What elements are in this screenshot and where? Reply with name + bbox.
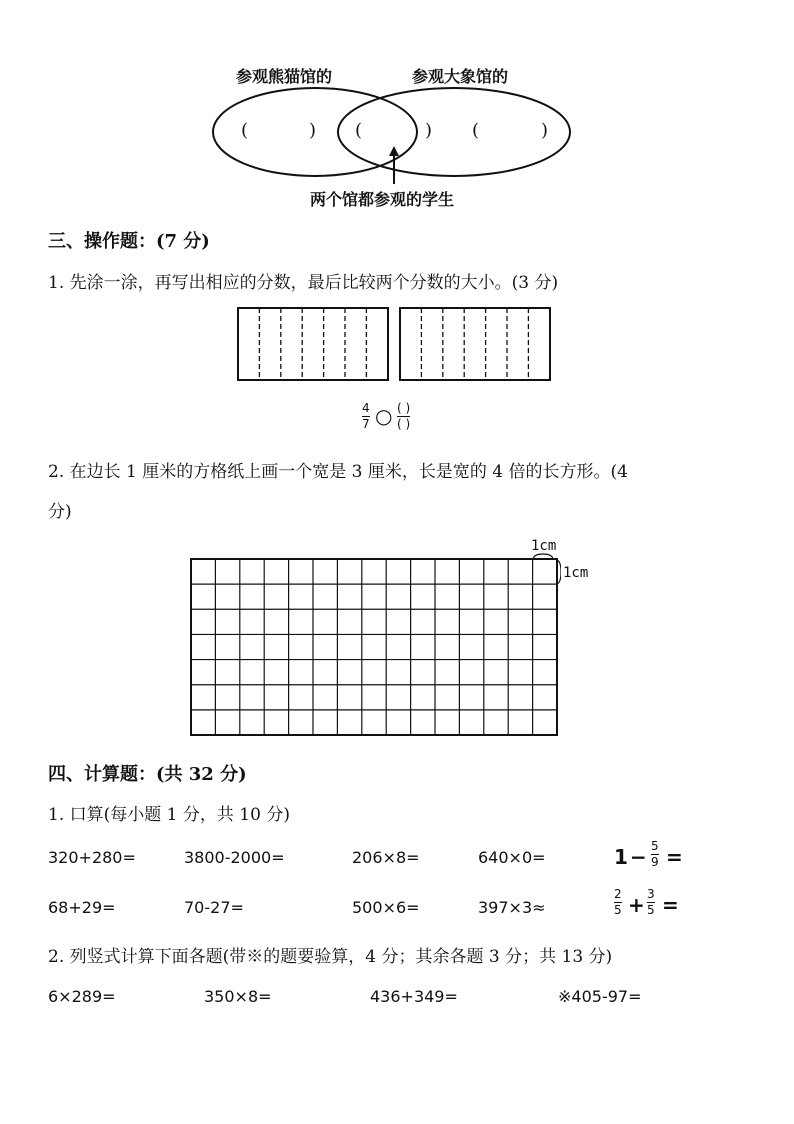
vertical-calc-3: 436+349= [370, 987, 458, 1006]
calc-row2-item3: 500×6= [352, 898, 420, 917]
blank-numerator: ( ) [397, 401, 411, 415]
expr1-fraction [651, 840, 659, 869]
vertical-calc-4: ※405-97= [558, 987, 642, 1006]
calc-row1-item4: 640×0= [478, 848, 546, 867]
expr2-num2: 3 [647, 887, 655, 901]
shading-rectangles [236, 306, 556, 384]
vertical-calc-1: 6×289= [48, 987, 116, 1006]
grid-label-top: 1cm [531, 538, 557, 554]
section4-heading: 四、计算题：(共 32 分) [48, 764, 247, 785]
expr2-fraction-1 [614, 888, 622, 917]
expr2-num1: 2 [614, 887, 622, 901]
expr2-den2: 5 [647, 903, 655, 917]
grid-paper [190, 558, 562, 738]
venn-paren-1-close: ) [309, 120, 317, 141]
calc-row2-item2: 70-27= [184, 898, 244, 917]
venn-paren-1-open: ( [241, 120, 249, 141]
venn-right-ellipse [338, 88, 570, 176]
expr1-lead: 1 [614, 845, 628, 869]
expr2-fraction-2 [647, 888, 655, 917]
calc-row1-item2: 3800-2000= [184, 848, 285, 867]
blank-denominator: ( ) [397, 417, 411, 431]
expr1-eq: = [666, 845, 683, 869]
expr2-eq: = [662, 893, 679, 917]
section4-q2-text: 2. 列竖式计算下面各题(带※的题要验算，4 分；其余各题 3 分；共 13 分) [48, 947, 613, 967]
rect-left [238, 308, 388, 380]
fraction-denominator: 7 [362, 417, 370, 431]
venn-left-label: 参观熊猫馆的 [236, 67, 333, 86]
venn-right-label: 参观大象馆的 [412, 67, 509, 86]
venn-paren-3-close: ) [541, 120, 549, 141]
calc-row2-item4: 397×3≈ [478, 898, 546, 917]
fraction-numerator: 4 [362, 401, 370, 415]
compare-circle-icon: ○ [375, 404, 393, 428]
venn-bottom-label: 两个馆都参观的学生 [310, 190, 455, 209]
fraction-four-sevenths [362, 402, 370, 431]
venn-paren-2-open: ( [355, 120, 363, 141]
section3-q2-text-line1: 2. 在边长 1 厘米的方格纸上画一个宽是 3 厘米，长是宽的 4 倍的长方形。(4 [48, 462, 628, 482]
section3-q1-text: 1. 先涂一涂，再写出相应的分数，最后比较两个分数的大小。(3 分) [48, 273, 559, 293]
venn-circles [200, 84, 590, 184]
expr1-den: 9 [651, 855, 659, 869]
vertical-calc-2: 350×8= [204, 987, 272, 1006]
expr1-op: − [630, 845, 647, 869]
grid-brackets [531, 552, 561, 592]
section3-q2-text-line2: 分) [48, 502, 72, 522]
venn-paren-3-open: ( [472, 120, 480, 141]
venn-paren-2-close: ) [425, 120, 433, 141]
calc-row1-item3: 206×8= [352, 848, 420, 867]
fraction-blank [397, 402, 410, 431]
expr2-op: + [628, 893, 645, 917]
calc-row1-item1: 320+280= [48, 848, 136, 867]
section4-q1-text: 1. 口算(每小题 1 分，共 10 分) [48, 805, 290, 825]
expr1-num: 5 [651, 839, 659, 853]
expr2-den1: 5 [614, 903, 622, 917]
calc-row2-item1: 68+29= [48, 898, 116, 917]
rect-right [400, 308, 550, 380]
grid-label-side: 1cm [563, 565, 589, 581]
venn-arrow-head [389, 146, 399, 156]
section3-heading: 三、操作题：(7 分) [48, 231, 210, 252]
